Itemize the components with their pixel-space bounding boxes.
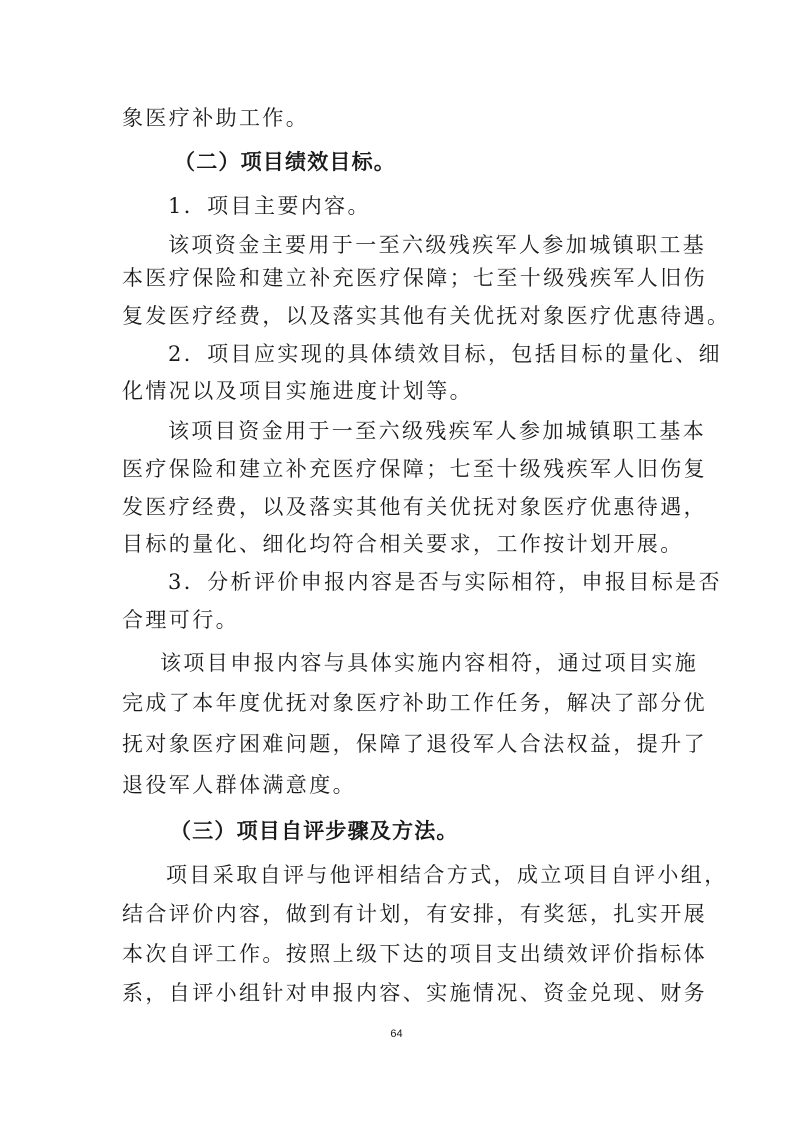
body-line: 系，自评小组针对申报内容、实施情况、资金兑现、财务: [122, 981, 707, 1005]
body-line: 象医疗补助工作。: [122, 106, 310, 130]
body-line: 结合评价内容，做到有计划，有安排，有奖惩，扎实开展: [122, 902, 707, 926]
page-number: 64: [390, 1028, 403, 1040]
body-line: 发医疗经费，以及落实其他有关优抚对象医疗优惠待遇，: [122, 495, 707, 519]
section-heading: （二）项目绩效目标。: [174, 150, 396, 174]
body-line: 本次自评工作。按照上级下达的项目支出绩效评价指标体: [122, 942, 707, 966]
body-line: 该项资金主要用于一至六级残疾军人参加城镇职工基: [168, 233, 707, 257]
body-line: 化情况以及项目实施进度计划等。: [122, 379, 473, 403]
body-line: 2．项目应实现的具体绩效目标，包括目标的量化、细: [168, 342, 722, 366]
body-line: 复发医疗经费，以及落实其他有关优抚对象医疗优惠待遇。: [122, 304, 731, 328]
body-line: 退役军人群体满意度。: [122, 773, 356, 797]
body-line: 该项目资金用于一至六级残疾军人参加城镇职工基本: [168, 419, 707, 443]
body-line: 合理可行。: [122, 608, 239, 632]
body-line: 完成了本年度优抚对象医疗补助工作任务，解决了部分优: [122, 691, 707, 715]
body-line: 该项目申报内容与具体实施内容相符，通过项目实施: [160, 651, 699, 675]
body-line: 3．分析评价申报内容是否与实际相符，申报目标是否: [168, 570, 722, 594]
body-line: 抚对象医疗困难问题，保障了退役军人合法权益，提升了: [122, 732, 707, 756]
section-heading: （三）项目自评步骤及方法。: [170, 819, 459, 843]
body-line: 项目采取自评与他评相结合方式，成立项目自评小组，: [166, 863, 728, 887]
body-line: 本医疗保险和建立补充医疗保障；七至十级残疾军人旧伤: [122, 266, 707, 290]
body-line: 医疗保险和建立补充医疗保障；七至十级残疾军人旧伤复: [122, 457, 707, 481]
body-line: 目标的量化、细化均符合相关要求，工作按计划开展。: [122, 532, 684, 556]
body-line: 1．项目主要内容。: [168, 194, 371, 218]
